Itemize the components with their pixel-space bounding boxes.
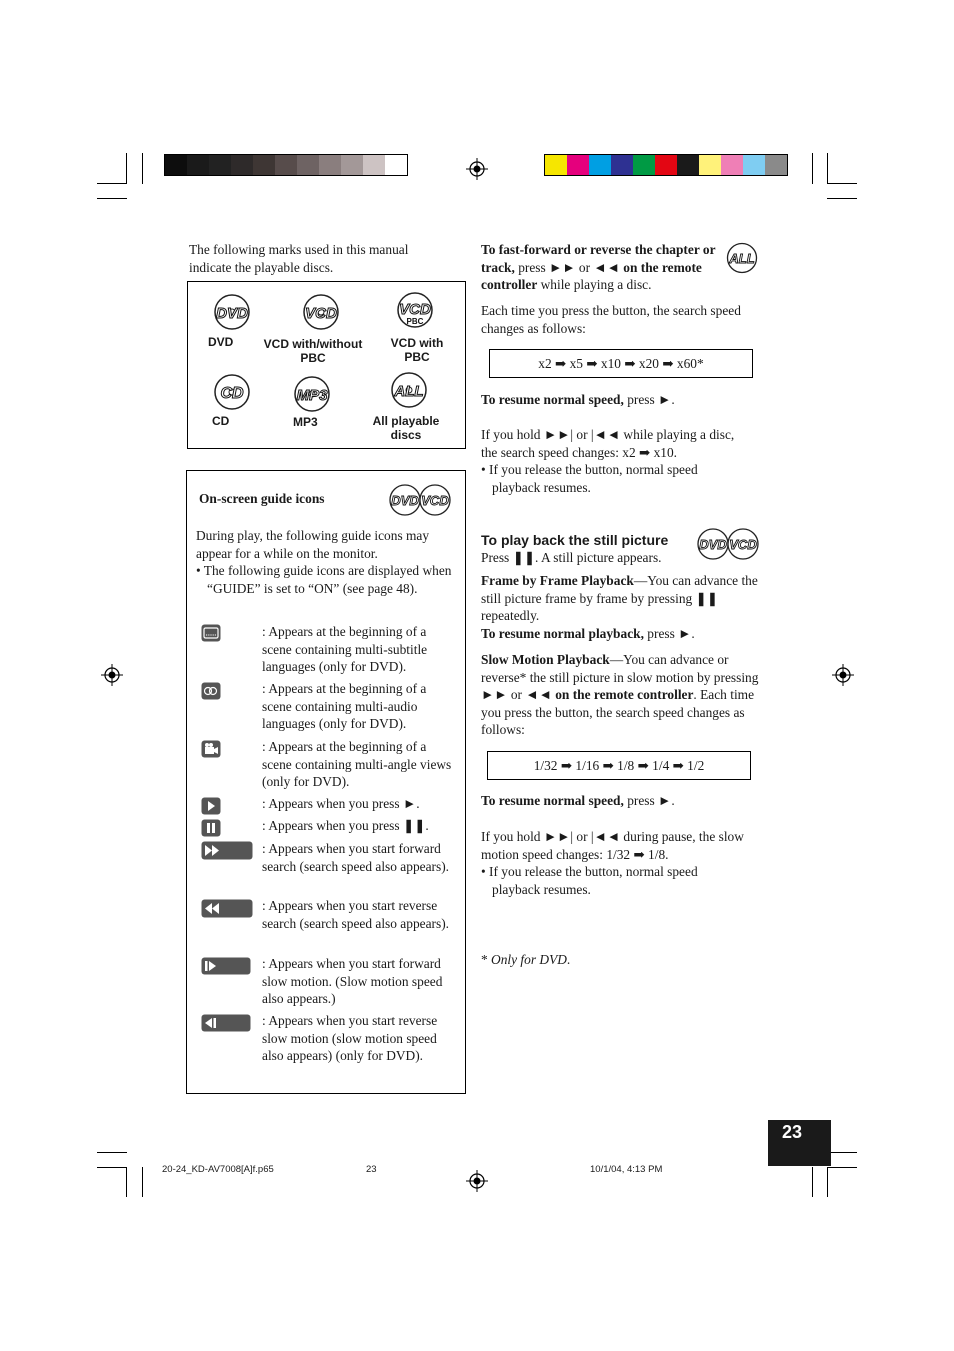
frame-by-frame-text: —You can advance the still picture frame by frame by pressing ❚❚ repeatedly. — [481, 573, 758, 624]
svg-text:DVD: DVD — [216, 305, 248, 322]
still-resume-text: press ►. — [643, 626, 695, 641]
calibration-swatch — [633, 155, 655, 175]
color-calibration-bar — [544, 154, 788, 176]
ff-lead-text: press ►► or ◄◄ — [514, 259, 624, 275]
footnote — [481, 951, 570, 969]
registration-target-icon — [466, 158, 488, 180]
calibration-swatch — [611, 155, 633, 175]
reverse-search-icon — [201, 899, 253, 918]
ff-resume-bold: To resume normal speed, — [481, 392, 624, 407]
calibration-swatch — [677, 155, 699, 175]
intro-text: The following marks used in this manual indicate the playable discs. — [189, 242, 409, 275]
vcd-pbc-mark-icon — [395, 290, 435, 337]
still-title: To play back the still picture — [481, 532, 669, 548]
cd-mark-icon — [212, 372, 252, 417]
ff-bullet: • If you release the button, normal speed playback resumes. — [481, 462, 698, 495]
still-resume — [481, 625, 741, 643]
disc-label-mp3: MP3 — [293, 415, 318, 429]
guide-item-play: : Appears when you press ►. — [262, 796, 420, 811]
pause-icon — [201, 819, 221, 837]
dvd-mark-icon — [212, 292, 252, 337]
slow-resume-text: press ►. — [623, 793, 675, 808]
guide-bullet: • The following guide icons are displayed when “GUIDE” is set to “ON” (see page 48). — [196, 563, 452, 596]
calibration-swatch — [187, 155, 209, 175]
calibration-swatch — [743, 155, 765, 175]
calibration-swatch — [231, 155, 253, 175]
guide-disc-marks — [389, 483, 451, 522]
svg-text:MP3: MP3 — [296, 387, 328, 404]
slow-forward-icon — [201, 957, 251, 975]
calibration-swatch — [589, 155, 611, 175]
guide-item-fast-forward: : Appears when you start forward search (search speed also appears). — [262, 841, 449, 874]
svg-text:DVD: DVD — [391, 493, 419, 508]
audio-icon — [201, 682, 221, 700]
calibration-swatch — [341, 155, 363, 175]
slow-motion-end: . Each time you press the button, the search speed changes as follows: — [481, 687, 755, 738]
footnote-end: . — [566, 952, 571, 967]
ff-lead-remote: on the remote controller — [481, 259, 702, 293]
svg-text:VCD: VCD — [305, 305, 337, 322]
guide-item-pause: : Appears when you press ❚❚. — [262, 818, 429, 833]
footer-file: 20-24_KD-AV7008[A]f.p65 — [162, 1164, 274, 1175]
footnote-star: * — [481, 952, 492, 967]
guide-title: On-screen guide icons — [199, 491, 325, 506]
guide-item-angle: : Appears at the beginning of a scene containing multi-angle views (only for DVD). — [262, 739, 452, 790]
calibration-swatch — [275, 155, 297, 175]
slow-motion-text: —You can advance or reverse* the still picture in slow motion by pressing ►► or ◄◄ — [481, 652, 759, 703]
disc-label-vcd-pbc: VCD with PBC — [390, 336, 444, 364]
slow-resume-bold: To resume normal speed, — [481, 793, 624, 808]
calibration-swatch — [721, 155, 743, 175]
calibration-swatch — [363, 155, 385, 175]
page-number: 23 — [782, 1122, 803, 1142]
disc-label-dvd: DVD — [208, 335, 234, 349]
guide-item-slow-forward: : Appears when you start forward slow motion. (Slow motion speed also appears.) — [262, 956, 443, 1007]
ff-resume-text: press ►. — [623, 392, 675, 407]
svg-text:ALL: ALL — [394, 383, 424, 400]
play-icon — [201, 797, 221, 815]
slow-motion — [481, 651, 759, 739]
ff-speed-sequence: x2 ➡ x5 ➡ x10 ➡ x20 ➡ x60* — [489, 349, 753, 378]
svg-text:VCD: VCD — [399, 301, 431, 318]
vcd-mark-icon — [301, 292, 341, 337]
slow-resume — [481, 792, 741, 810]
dvd-vcd-mark-icon — [389, 483, 451, 517]
guide-item-subtitle: : Appears at the beginning of a scene containing multi-subtitle languages (only for DVD). — [262, 624, 428, 675]
guide-item-slow-reverse: : Appears when you start reverse slow motion (slow motion speed also appears) (only for DVD). — [262, 1013, 438, 1064]
frame-by-frame-bold: Frame by Frame Playback — [481, 573, 634, 588]
still-press: Press ❚❚. A still picture appears. — [481, 550, 662, 565]
calibration-swatch — [545, 155, 567, 175]
svg-text:ALL: ALL — [729, 251, 755, 266]
registration-target-icon — [832, 664, 854, 686]
calibration-swatch — [209, 155, 231, 175]
svg-text:VCD: VCD — [729, 537, 757, 552]
footer-page: 23 — [366, 1164, 377, 1175]
guide-icons-box — [186, 470, 466, 1094]
guide-item-reverse-search: : Appears when you start reverse search (search speed also appears). — [262, 898, 449, 931]
ff-lead-end: while playing a disc. — [537, 277, 652, 293]
slow-bullet: • If you release the button, normal speed playback resumes. — [481, 864, 698, 897]
svg-text:PBC: PBC — [406, 317, 424, 326]
calibration-swatch — [385, 155, 407, 175]
ff-speed-intro: Each time you press the button, the search speed changes as follows: — [481, 303, 741, 336]
ff-hold: If you hold ►►| or |◄◄ while playing a disc, the search speed changes: x2 ➡ x10. — [481, 427, 735, 460]
footnote-text: Only for DVD — [491, 952, 567, 967]
page-number-tab — [768, 1120, 831, 1166]
registration-target-icon — [101, 664, 123, 686]
svg-text:CD: CD — [220, 385, 244, 402]
slow-speed-sequence: 1/32 ➡ 1/16 ➡ 1/8 ➡ 1/4 ➡ 1/2 — [487, 751, 751, 780]
gray-calibration-bar — [164, 154, 408, 176]
mp3-mark-icon — [292, 374, 332, 419]
still-resume-bold: To resume normal playback, — [481, 626, 644, 641]
calibration-swatch — [655, 155, 677, 175]
calibration-swatch — [765, 155, 787, 175]
ff-resume — [481, 391, 741, 409]
fast-forward-icon — [201, 841, 253, 860]
footer-date: 10/1/04, 4:13 PM — [590, 1164, 663, 1175]
guide-intro: During play, the following guide icons may appear for a while on the monitor. — [196, 528, 430, 561]
svg-text:VCD: VCD — [421, 493, 449, 508]
slow-hold: If you hold ►►| or |◄◄ during pause, the slow motion speed changes: 1/32 ➡ 1/8. — [481, 829, 744, 862]
registration-target-icon — [466, 1170, 488, 1192]
calibration-swatch — [567, 155, 589, 175]
disc-marks-box — [187, 281, 466, 449]
guide-item-audio: : Appears at the beginning of a scene containing multi-audio languages (only for DVD). — [262, 681, 427, 732]
frame-by-frame — [481, 572, 761, 625]
angle-icon — [201, 740, 221, 758]
calibration-swatch — [253, 155, 275, 175]
calibration-swatch — [699, 155, 721, 175]
slow-motion-remote: on the remote controller — [555, 687, 694, 703]
ff-lead-bold: To fast-forward or reverse the chapter or track, — [481, 242, 716, 275]
svg-text:DVD: DVD — [699, 537, 727, 552]
calibration-swatch — [297, 155, 319, 175]
disc-label-all: All playable discs — [372, 414, 440, 442]
subtitle-icon — [201, 624, 221, 642]
all-mark-icon — [389, 370, 429, 415]
calibration-swatch — [165, 155, 187, 175]
slow-motion-bold: Slow Motion Playback — [481, 652, 610, 667]
all-mark-icon — [726, 242, 758, 274]
disc-label-vcd: VCD with/without PBC — [263, 337, 363, 365]
slow-reverse-icon — [201, 1014, 251, 1032]
ff-lead — [481, 241, 721, 294]
disc-label-cd: CD — [212, 414, 230, 428]
calibration-swatch — [319, 155, 341, 175]
